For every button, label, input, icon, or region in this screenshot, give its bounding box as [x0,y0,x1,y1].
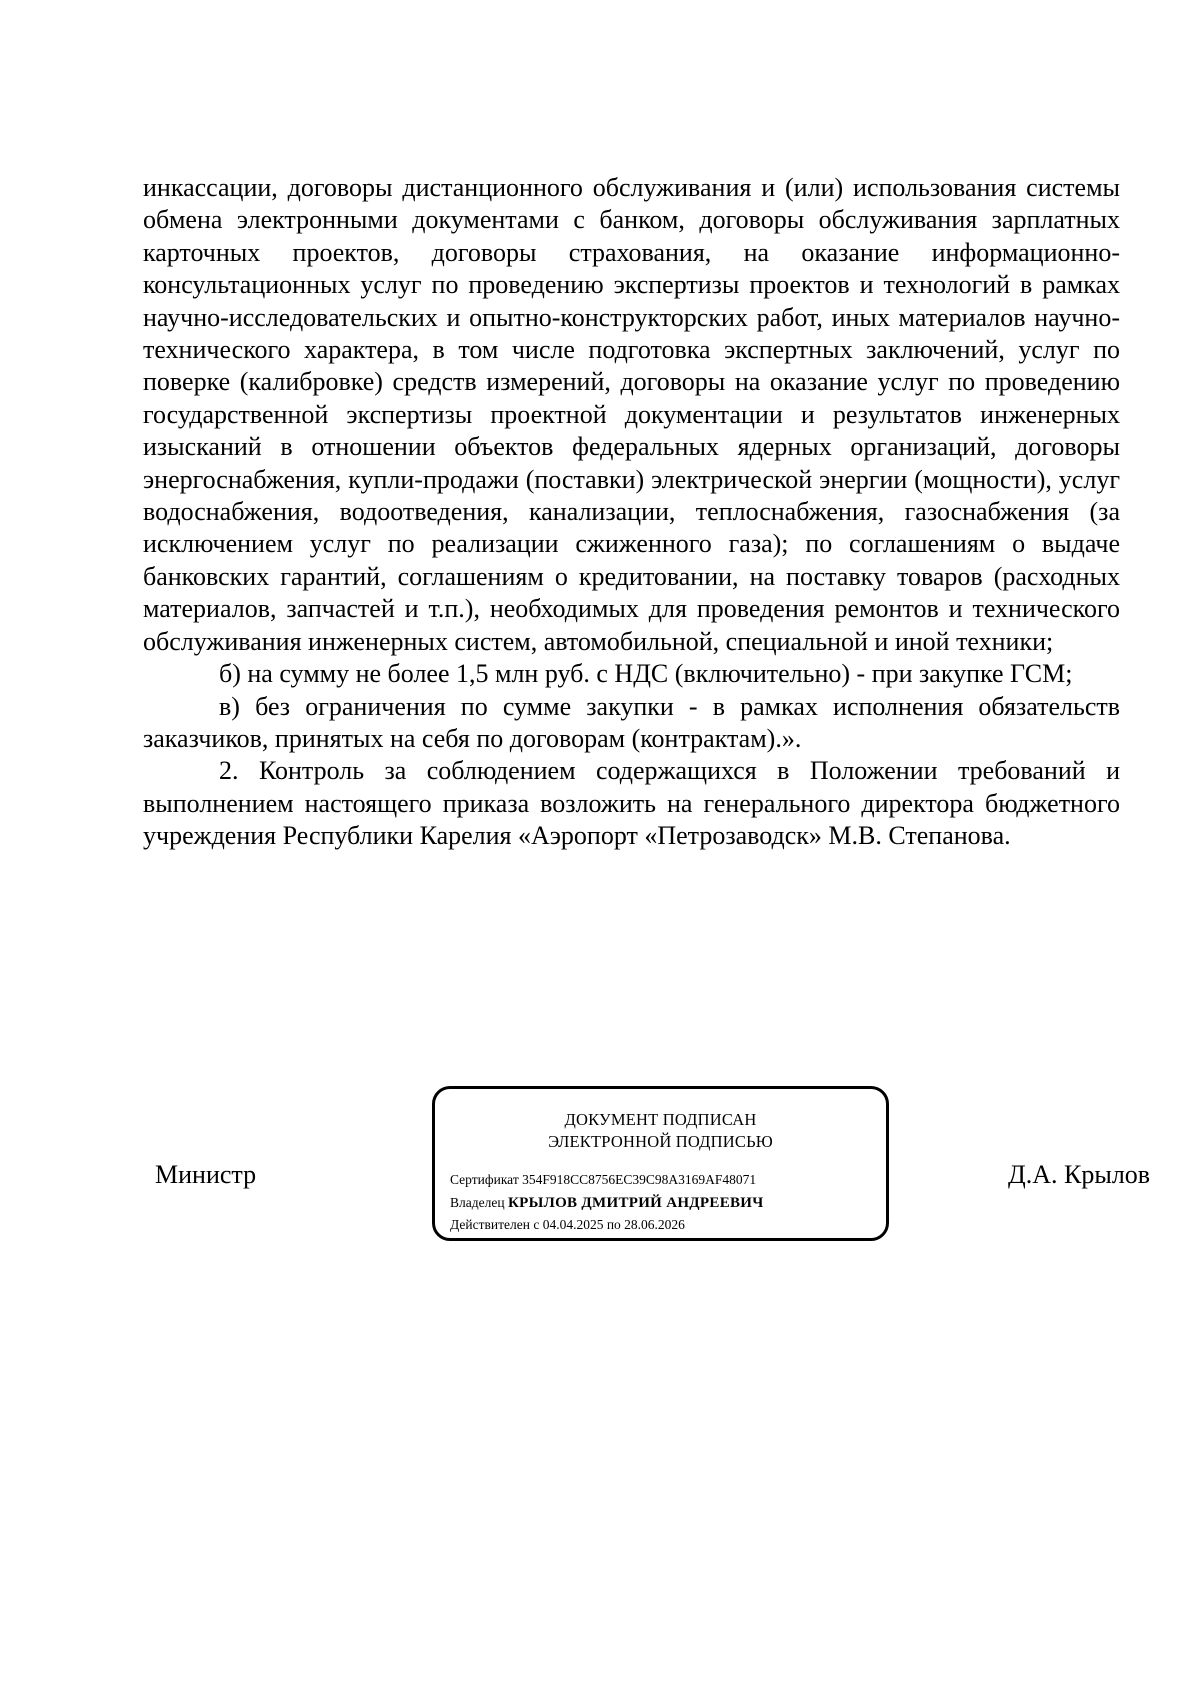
stamp-title-line-2: ЭЛЕКТРОННОЙ ПОДПИСЬЮ [548,1132,773,1151]
valid-label: Действителен [450,1217,530,1232]
paragraph-point-2: 2. Контроль за соблюдением содержащихся в Положении требований и выполнением настоящего приказа возложить на генерального директора бюджетного учреждения Республики Карелия «Аэропорт «Петрозаводск» М.В. Степанова. [143,756,1120,851]
electronic-signature-stamp [432,1086,889,1241]
paragraph-item-v: в) без ограничения по сумме закупки - в рамках исполнения обязательств заказчиков, принятых на себя по договорам (контрактам).». [143,691,1120,753]
valid-from-prefix: с [533,1217,540,1232]
stamp-title-line-1: ДОКУМЕНТ ПОДПИСАН [564,1110,757,1129]
valid-to-prefix: по [606,1217,621,1232]
stamp-validity-line [450,1216,685,1234]
signatory-name: Д.А. Крылов [1008,1160,1151,1189]
certificate-label: Сертификат [450,1172,519,1187]
owner-value: КРЫЛОВ ДМИТРИЙ АНДРЕЕВИЧ [507,1195,764,1211]
document-body [143,172,1120,853]
certificate-value: 354F918CC8756EC39C98A3169AF48071 [522,1172,757,1187]
valid-from-date: 04.04.2025 [542,1217,604,1232]
signatory-position: Министр [155,1160,257,1189]
valid-to-date: 28.06.2026 [624,1217,685,1232]
paragraph-continuation: инкассации, договоры дистанционного обслуживания и (или) использования системы обмена электронными документами с банком, договоры обслуживания зарплатных карточных проектов, договоры страхования, на оказание информационно-консультационных услуг по проведению экспертизы проектов и технологий в рамках научно-исследовательских и опытно-конструкторских работ, иных материалов научно-технического характера, в том числе подготовка экспертных заключений, услуг по поверке (калибровке) средств измерений, договоры на оказание услуг по проведению государственной экспертизы проектной документации и результатов инженерных изысканий в отношении объектов федеральных ядерных организаций, договоры энергоснабжения, купли-продажи (поставки) электрической энергии (мощности), услуг водоснабжения, водоотведения, канализации, теплоснабжения, газоснабжения (за исключением услуг по реализации сжиженного газа); по соглашениям о выдаче банковских гарантий, соглашениям о кредитовании, на поставку товаров (расходных материалов, запчастей и т.п.), необходимых для проведения ремонтов и технического обслуживания инженерных систем, автомобильной, специальной и иной техники; [143,173,1120,656]
paragraph-item-b: б) на сумму не более 1,5 млн руб. с НДС (включительно) - при закупке ГСМ; [219,659,1073,689]
owner-label: Владелец [450,1195,505,1210]
stamp-owner-line [450,1194,764,1212]
stamp-title [435,1109,886,1153]
stamp-certificate-line [450,1171,756,1189]
